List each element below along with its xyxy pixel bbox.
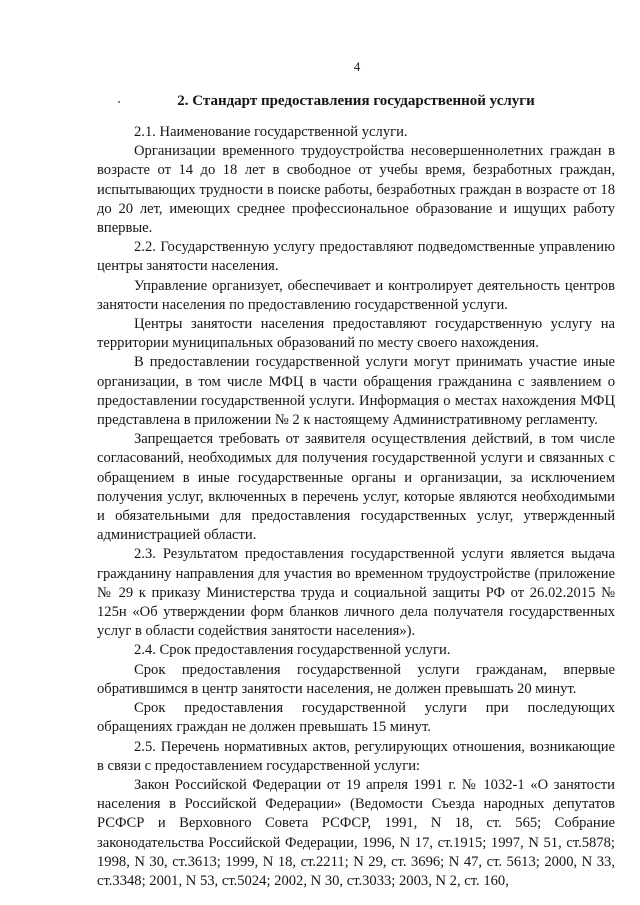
paragraph: 2.4. Срок предоставления государственной услуги. [134,642,451,659]
paragraph: 2.5. Перечень нормативных актов, регулирующих отношения, возникающие в связи с предоставлением государственной услуги: [97,738,615,774]
paragraph: 2.3. Результатом предоставления государственной услуги является выдача гражданину направления для участия во временном трудоустройстве (приложение № 29 к приказу Министерства труда и социальной защиты РФ от 26.02.2015 № 125н «Об утверждении форм бланков личного дела получателя государственных услуг в области содействия занятости населения»). [97,546,615,640]
page-number: 4 [353,59,361,74]
paragraph: 2.2. Государственную услугу предоставляют подведомственные управлению центры занятости населения. [97,239,615,275]
paragraph: Закон Российской Федерации от 19 апреля 1991 г. № 1032-1 «О занятости населения в Российской Федерации» (Ведомости Съезда народных депутатов РСФСР и Верховного Совета РСФСР, 1991, N 18, ст. 565; Собрание законодательства Российской Федерации, 1996, N 17, ст.1915; 1997, N 51, ст.5878; 1998, N 30, ст.3613; 1999, N 18, ст.2211; N 29, ст. 3696; N 47, ст. 5613; 2000, N 33, ст.3348; 2001, N 53, ст.5024; 2002, N 30, ст.3033; 2003, N 2, ст. 160, [97,776,615,889]
paragraph: 2.1. Наименование государственной услуги. [134,124,408,140]
paragraph: Запрещается требовать от заявителя осуществления действий, в том числе согласований, необходимых для получения государственной услуги и связанных с обращением в иные государственные органы и организации, за исключением получения услуг, включенных в перечень услуг, которые являются необходимыми и обязательными для предоставления государственных услуг, утвержденный администрацией области. [97,431,615,544]
paragraph: Срок предоставления государственной услуги гражданам, впервые обратившимся в центр занятости населения, не должен превышать 20 минут. [97,661,615,697]
section-heading: 2. Стандарт предоставления государственной услуги [177,93,535,109]
paragraph: Срок предоставления государственной услуги при последующих обращениях граждан не должен превышать 15 минут. [97,700,615,736]
paragraph: В предоставлении государственной услуги могут принимать участие иные организации, в том числе МФЦ в части обращения гражданина с заявлением о предоставлении государственной услуги. Информация о местах нахождения МФЦ представлена в приложении № 2 к настоящему Административному регламенту. [97,354,615,429]
scan-speck [118,101,120,103]
paragraph: Центры занятости населения предоставляют государственную услугу на территории муниципальных образований по месту своего нахождения. [97,316,615,352]
document-body [97,123,615,891]
paragraph: Управление организует, обеспечивает и контролирует деятельность центров занятости населения по предоставлению государственной услуги. [97,277,615,313]
paragraph: Организации временного трудоустройства несовершеннолетних граждан в возрасте от 14 до 18 лет в свободное от учебы время, безработных граждан, испытывающих трудности в поиске работы, безработных граждан в возрасте от 18 до 20 лет, имеющих среднее профессиональное образование и ищущих работу впервые. [97,143,615,237]
